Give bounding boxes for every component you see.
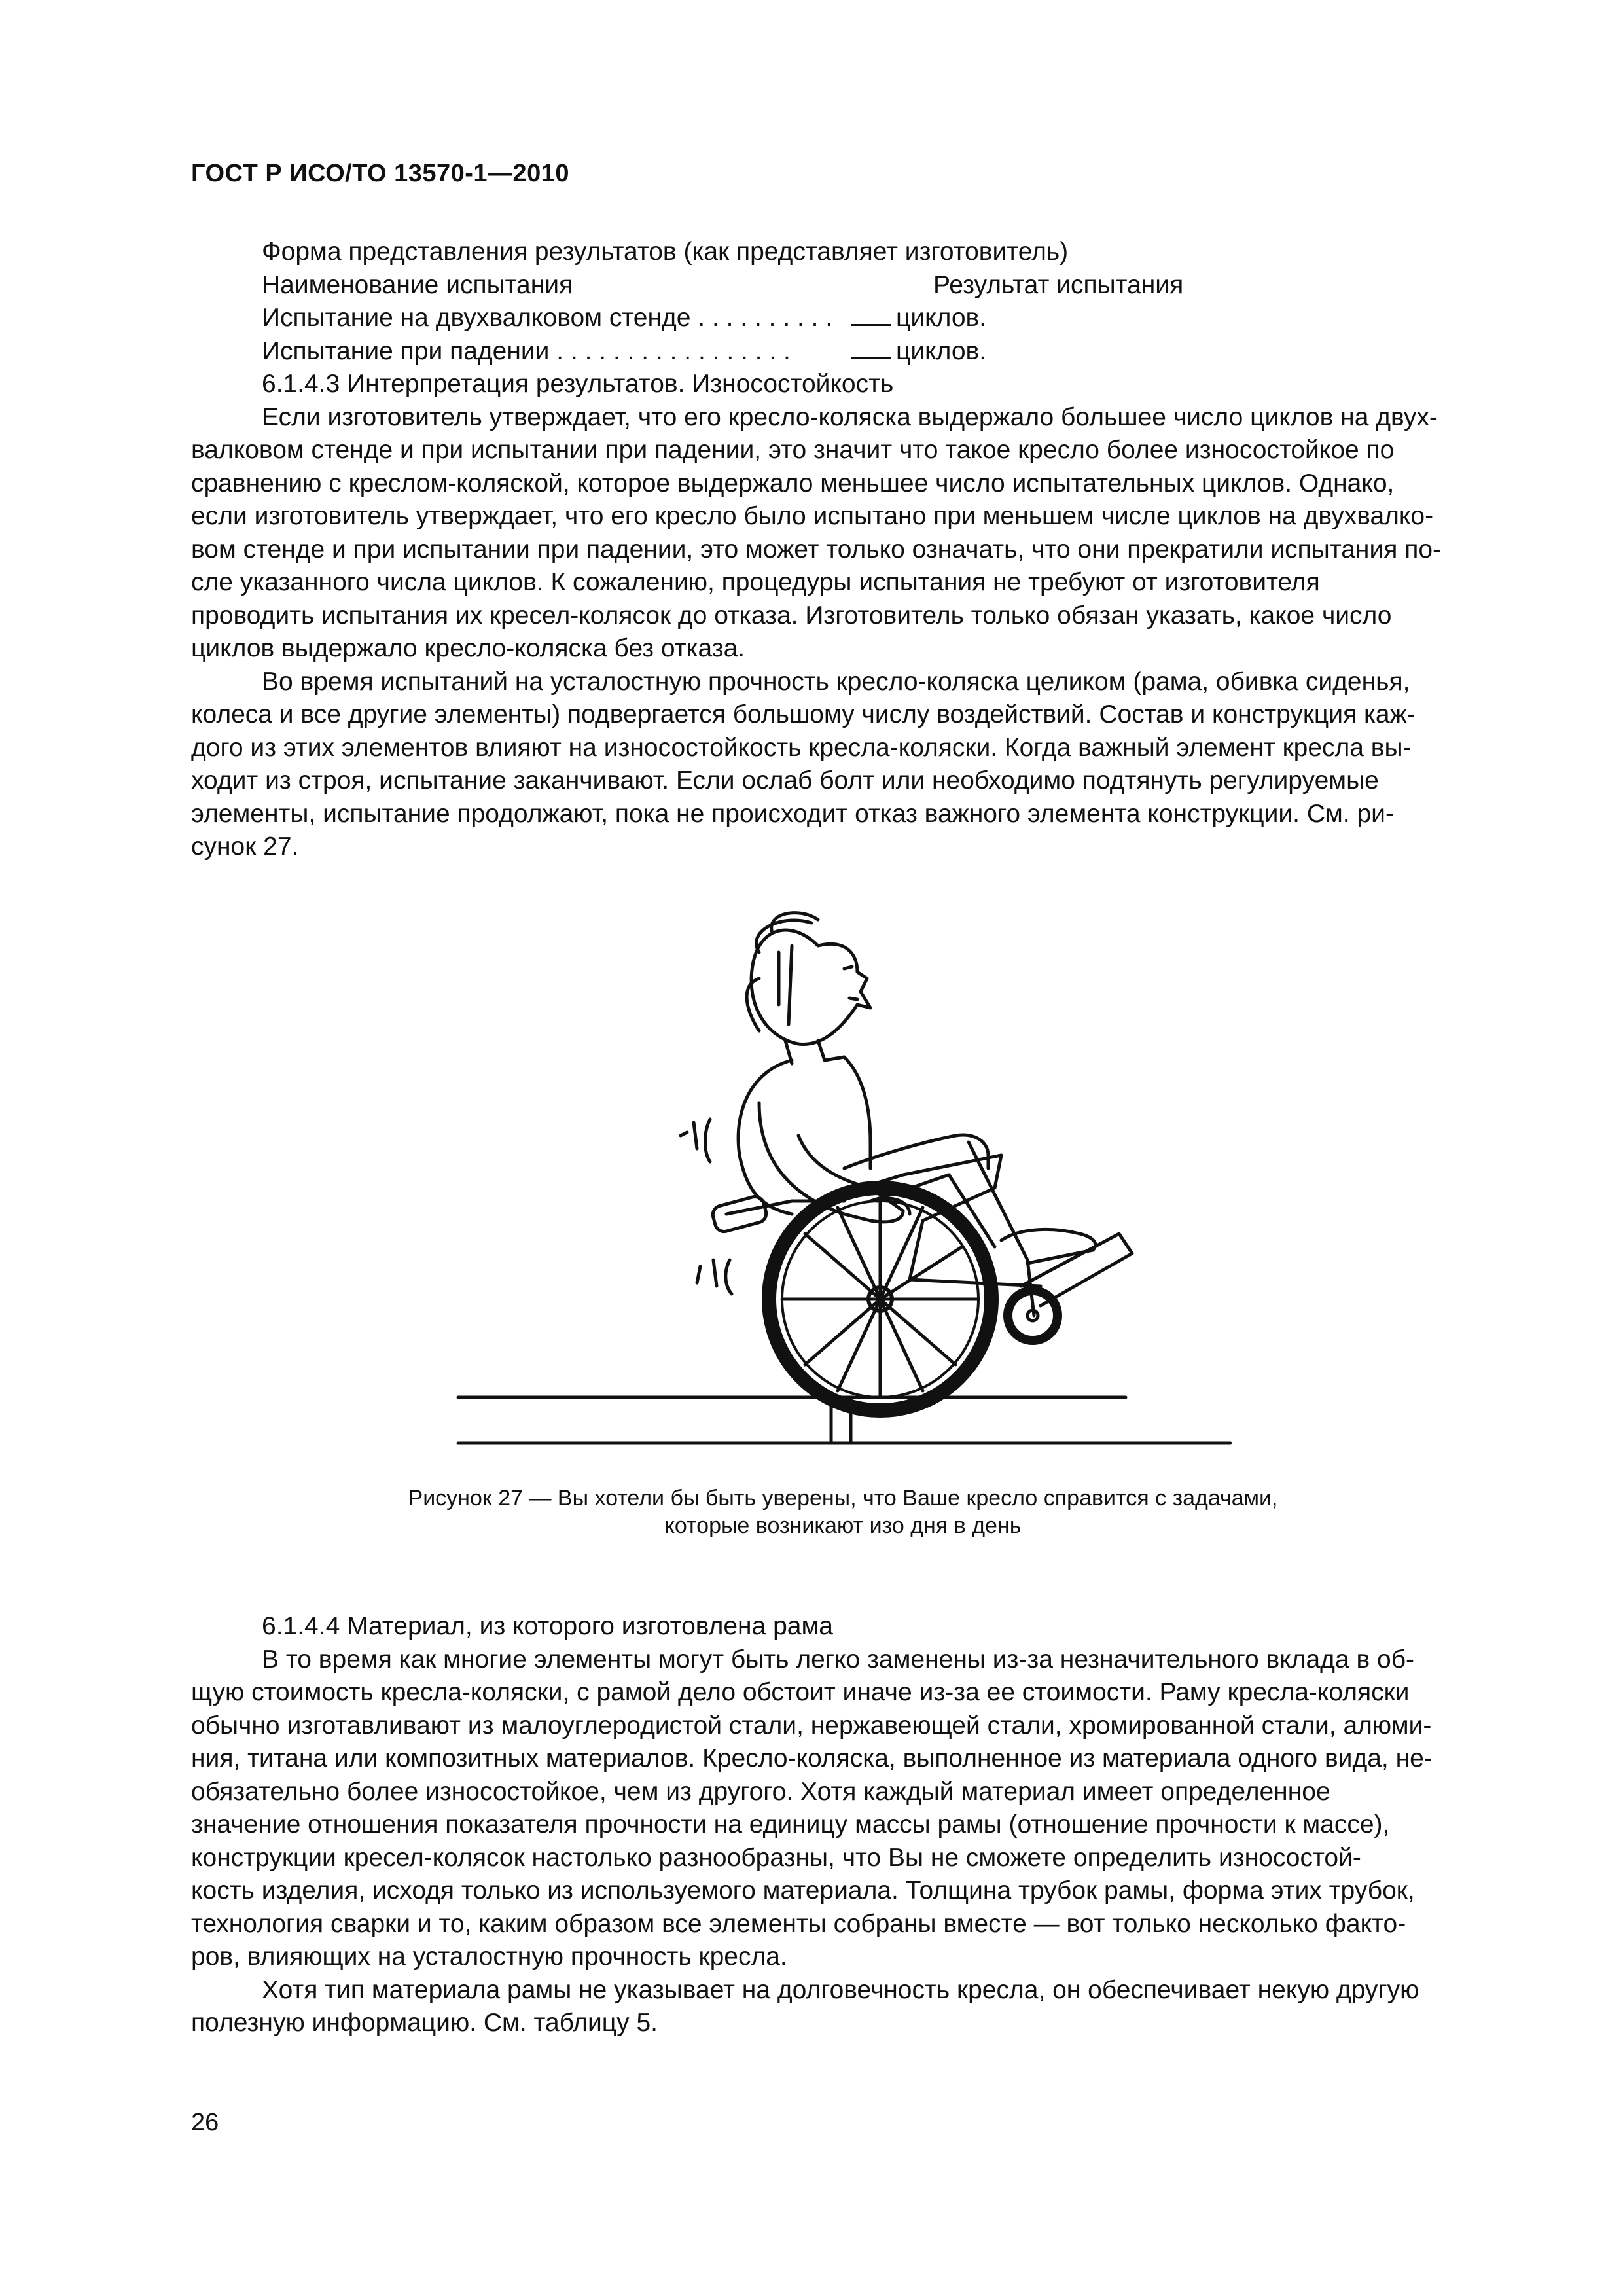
text-line: сунок 27. — [191, 833, 299, 861]
text-line: кость изделия, исходя только из используемого материала. Толщина трубок рамы, форма этих трубок, — [191, 1876, 1415, 1905]
results-table-header — [191, 269, 1495, 302]
text-line: В то время как многие элементы могут быть легко заменены из-за незначительного вклада в об- — [262, 1645, 1415, 1674]
figure-27-illustration — [452, 893, 1237, 1469]
text-line: если изготовитель утверждает, что его кресло было испытано при меньшем числе циклов на двухвалко- — [191, 502, 1434, 530]
text-line: сравнению с креслом-коляской, которое выдержало меньшее число испытательных циклов. Однако, — [191, 469, 1395, 497]
col-test-result: Результат испытания — [933, 270, 1184, 299]
chair-frame — [818, 1155, 1001, 1280]
text-line: ходит из строя, испытание заканчивают. Если ослаб болт или необходимо подтянуть регулируемые — [191, 766, 1379, 795]
section-6143-para1 — [191, 401, 1495, 666]
section-6144-para1 — [191, 1643, 1495, 1974]
text-line: щую стоимость кресла-коляски, с рамой дело обстоит иначе из-за ее стоимости. Раму кресла-коляски — [191, 1678, 1410, 1706]
text-line: циклов выдержало кресло-коляска без отказа. — [191, 634, 745, 662]
text-line: валковом стенде и при испытании при падении, это значит что такое кресло более износостойкое по — [191, 436, 1395, 464]
text-line: обязательно более износостойкое, чем из другого. Хотя каждый материал имеет определенное — [191, 1777, 1330, 1806]
caption-line: которые возникают изо дня в день — [664, 1513, 1022, 1538]
text-line: полезную информацию. См. таблицу 5. — [191, 2009, 658, 2037]
section-6144 — [191, 1610, 1495, 2040]
test-result — [851, 302, 986, 335]
text-line: дого из этих элементов влияют на износостойкость кресла-коляски. Когда важный элемент кресла вы- — [191, 733, 1412, 762]
text-line: обычно изготавливают из малоуглеродистой стали, нержавеющей стали, хромированной стали, алюми- — [191, 1711, 1432, 1740]
text-line: вом стенде и при испытании при падении, это может только означать, что они прекратили испытания по- — [191, 535, 1442, 564]
results-table-row — [191, 302, 1495, 335]
text-line: технология сварки и то, каким образом все элементы собраны вместе — вот только несколько факто- — [191, 1909, 1406, 1938]
result-blank — [851, 302, 891, 326]
text-line: конструкции кресел-колясок настолько разнообразны, что Вы не сможете определить износостой- — [191, 1843, 1361, 1872]
text-line: ния, титана или композитных материалов. Кресло-коляска, выполненное из материала одного вида, не- — [191, 1744, 1433, 1772]
text-line: значение отношения показателя прочности на единицу массы рамы (отношение прочности к массе), — [191, 1810, 1390, 1839]
page-number: 26 — [191, 2109, 219, 2136]
test-result — [851, 335, 986, 368]
text-line: ров, влияющих на усталостную прочность кресла. — [191, 1943, 787, 1971]
results-form-intro: Форма представления результатов (как представляет изготовитель) — [262, 238, 1069, 266]
section-6143-para2 — [191, 666, 1495, 864]
document-header: ГОСТ Р ИСО/ТО 13570-1—2010 — [191, 160, 570, 187]
result-blank — [851, 335, 891, 359]
result-unit: циклов. — [896, 336, 987, 365]
test-name: Испытание при падении . . . . . . . . . . . . . . . . . — [262, 336, 791, 365]
text-line: элементы, испытание продолжают, пока не происходит отказ важного элемента конструкции. См. ри- — [191, 799, 1394, 828]
text-line: сле указанного числа циклов. К сожалению, процедуры испытания не требуют от изготовителя — [191, 568, 1320, 596]
figure-caption — [191, 1484, 1495, 1539]
results-form — [191, 236, 1495, 864]
text-line: колеса и все другие элементы) подвергается большому числу воздействий. Состав и конструкция каж- — [191, 700, 1416, 728]
section-6144-para2 — [191, 1974, 1495, 2040]
section-6143-heading: 6.1.4.3 Интерпретация результатов. Износостойкость — [262, 370, 894, 398]
seated-person — [681, 913, 1096, 1294]
result-unit: циклов. — [896, 304, 987, 332]
text-line: Хотя тип материала рамы не указывает на долговечность кресла, он обеспечивает некую другую — [262, 1975, 1419, 2004]
text-line: Если изготовитель утверждает, что его кресло-коляска выдержало большее число циклов на двух- — [262, 403, 1438, 431]
caption-line: Рисунок 27 — Вы хотели бы быть уверены, что Ваше кресло справится с задачами, — [408, 1486, 1278, 1511]
text-line: Во время испытаний на усталостную прочность кресло-коляска целиком (рама, обивка сиденья, — [262, 667, 1410, 696]
test-name: Испытание на двухвалковом стенде . . . . . . . . . . — [262, 304, 833, 332]
results-table-row — [191, 335, 1495, 368]
section-6144-heading: 6.1.4.4 Материал, из которого изготовлена рама — [262, 1612, 833, 1640]
col-test-name: Наименование испытания — [262, 270, 573, 299]
text-line: проводить испытания их кресел-колясок до отказа. Изготовитель только обязан указать, какое число — [191, 601, 1392, 630]
